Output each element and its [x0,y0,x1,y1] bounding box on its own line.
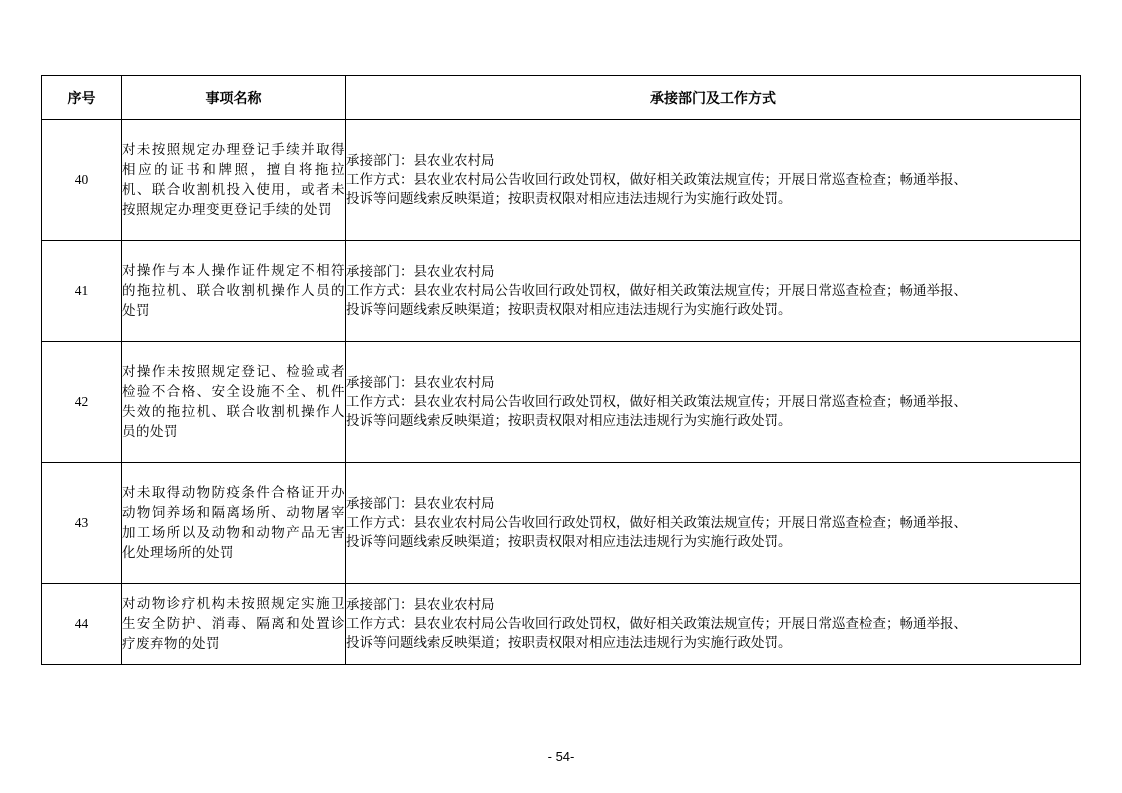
matters-table [41,75,1081,665]
row-method: 工作方式：县农业农村局公告收回行政处罚权，做好相关政策法规宣传；开展日常巡查检查；畅通举报、 [346,615,967,632]
row-matter-name: 对未按照规定办理登记手续并取得相应的证书和牌照，擅自将拖拉机、联合收割机投入使用，或者未按照规定办理变更登记手续的处罚 [122,120,346,241]
row-matter-name: 对操作与本人操作证件规定不相符的拖拉机、联合收割机操作人员的处罚 [122,241,346,342]
header-serial-number: 序号 [42,76,122,120]
row-matter-name: 对动物诊疗机构未按照规定实施卫生安全防护、消毒、隔离和处置诊疗废弃物的处罚 [122,584,346,665]
row-department-cell [346,584,1081,665]
row-method-continued: 投诉等问题线索反映渠道；按职责权限对相应违法违规行为实施行政处罚。 [346,533,792,550]
table-row [42,463,1081,584]
row-method-continued: 投诉等问题线索反映渠道；按职责权限对相应违法违规行为实施行政处罚。 [346,634,792,651]
row-department-cell [346,241,1081,342]
row-matter-name: 对操作未按照规定登记、检验或者检验不合格、安全设施不全、机件失效的拖拉机、联合收割机操作人员的处罚 [122,342,346,463]
table-row [42,342,1081,463]
row-method: 工作方式：县农业农村局公告收回行政处罚权，做好相关政策法规宣传；开展日常巡查检查；畅通举报、 [346,393,967,410]
page-number: - 54- [547,749,575,764]
row-department: 承接部门：县农业农村局 [346,374,495,391]
row-method: 工作方式：县农业农村局公告收回行政处罚权，做好相关政策法规宣传；开展日常巡查检查；畅通举报、 [346,171,967,188]
table-header-row [42,76,1081,120]
row-serial-number: 44 [42,584,122,665]
table-row [42,241,1081,342]
row-serial-number: 40 [42,120,122,241]
row-method: 工作方式：县农业农村局公告收回行政处罚权，做好相关政策法规宣传；开展日常巡查检查；畅通举报、 [346,282,967,299]
row-method: 工作方式：县农业农村局公告收回行政处罚权，做好相关政策法规宣传；开展日常巡查检查；畅通举报、 [346,514,967,531]
row-department: 承接部门：县农业农村局 [346,495,495,512]
row-method-continued: 投诉等问题线索反映渠道；按职责权限对相应违法违规行为实施行政处罚。 [346,412,792,429]
row-department: 承接部门：县农业农村局 [346,596,495,613]
row-matter-name: 对未取得动物防疫条件合格证开办动物饲养场和隔离场所、动物屠宰加工场所以及动物和动物产品无害化处理场所的处罚 [122,463,346,584]
row-serial-number: 42 [42,342,122,463]
row-department-cell [346,342,1081,463]
table-row [42,584,1081,665]
row-department: 承接部门：县农业农村局 [346,263,495,280]
table-row [42,120,1081,241]
row-method-continued: 投诉等问题线索反映渠道；按职责权限对相应违法违规行为实施行政处罚。 [346,301,792,318]
row-department: 承接部门：县农业农村局 [346,152,495,169]
row-serial-number: 43 [42,463,122,584]
row-serial-number: 41 [42,241,122,342]
header-department-and-method: 承接部门及工作方式 [346,76,1081,120]
header-matter-name: 事项名称 [122,76,346,120]
row-method-continued: 投诉等问题线索反映渠道；按职责权限对相应违法违规行为实施行政处罚。 [346,190,792,207]
row-department-cell [346,463,1081,584]
row-department-cell [346,120,1081,241]
